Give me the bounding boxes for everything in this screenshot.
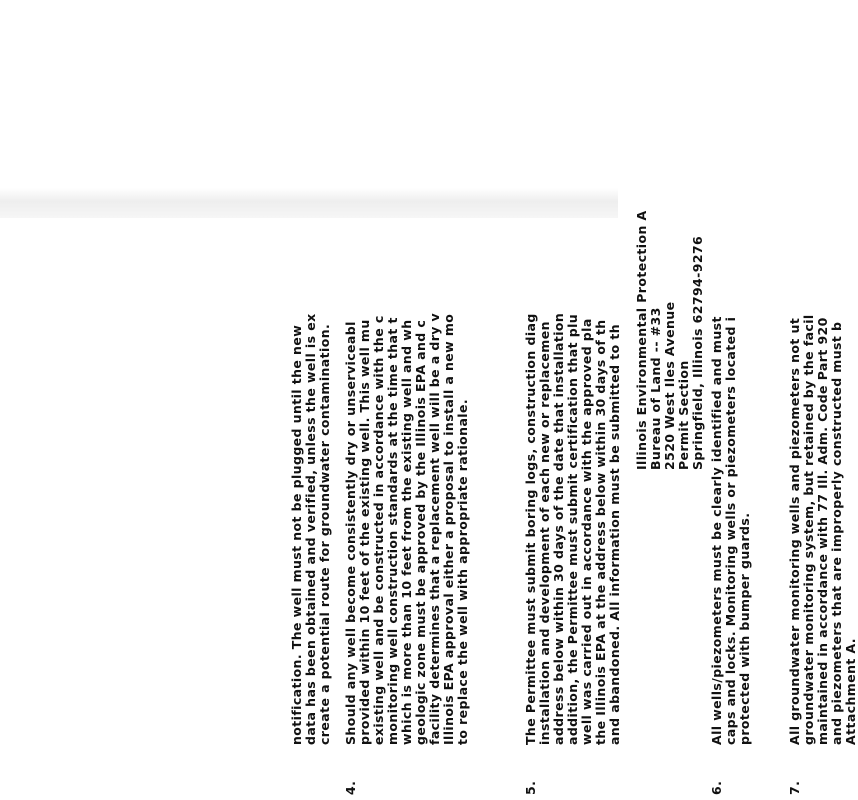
paragraph-line: well was carried out in accordance with the approved pla	[579, 318, 594, 745]
paragraph-line: geologic zone must be approved by the Illinois EPA and c	[413, 319, 428, 745]
paragraph-line: installation and development of each new or replacemen	[537, 321, 552, 745]
item-number: 6.	[709, 780, 724, 795]
paragraph-line: which is more than 10 feet from the existing well and wh	[399, 319, 414, 745]
paragraph-line: The Permittee must submit boring logs, construction diag	[523, 313, 538, 745]
paragraph-line: protected with bumper guards.	[737, 512, 752, 745]
agency-address-line: Bureau of Land -- #33	[648, 307, 663, 470]
item-number: 4.	[343, 780, 358, 795]
paragraph-line: Illinois EPA approval either a proposal to install a new mo	[441, 313, 456, 745]
agency-address-line: Springfield, Illinois 62794-9276	[690, 235, 705, 470]
paragraph-line: monitoring well construction standards at the time that t	[385, 317, 400, 745]
paragraph-line: and abandoned. All information must be submitted to th	[607, 323, 622, 745]
paragraph-line: addition, the Permittee must submit certification that plu	[565, 313, 580, 745]
paragraph-line: notification. The well must not be plugged until the new	[289, 324, 304, 745]
paragraph-line: All wells/piezometers must be clearly identified and must	[709, 316, 724, 745]
paragraph-line: Attachment A.	[843, 638, 858, 745]
paragraph-line: to replace the well with appropriate rationale.	[455, 399, 470, 745]
item-number: 7.	[787, 780, 802, 795]
paragraph-line: create a potential route for groundwater contamination.	[317, 323, 332, 745]
item-number: 5.	[523, 780, 538, 795]
paragraph-line: provided within 10 feet of the existing well. This well mu	[357, 319, 372, 745]
paragraph-line: facility determines that a replacement well will be a dry v	[427, 312, 442, 745]
paragraph-line: existing well and be constructed in accordance with the c	[371, 315, 386, 745]
paragraph-line: address below within 30 days of the date that installation	[551, 312, 566, 745]
paragraph-line: All groundwater monitoring wells and piezometers not ut	[787, 317, 802, 745]
paragraph-line: Should any well become consistently dry or unserviceabl	[343, 321, 358, 745]
agency-address-line: Illinois Environmental Protection A	[634, 210, 649, 470]
paragraph-line: caps and locks. Monitoring wells or piezometers located i	[723, 316, 738, 745]
paragraph-line: the Illinois EPA at the address below within 30 days of th	[593, 319, 608, 745]
paragraph-line: and piezometers that are improperly constructed must b	[829, 321, 844, 745]
agency-address-line: Permit Section	[676, 360, 691, 470]
paragraph-line: groundwater monitoring system, but retained by the facil	[801, 314, 816, 745]
paragraph-line: maintained in accordance with 77 Ill. Adm. Code Part 920	[815, 317, 830, 745]
agency-address-line: 2520 West Iles Avenue	[662, 301, 677, 470]
paragraph-line: data has been obtained and verified, unless the well is ex	[303, 313, 318, 745]
